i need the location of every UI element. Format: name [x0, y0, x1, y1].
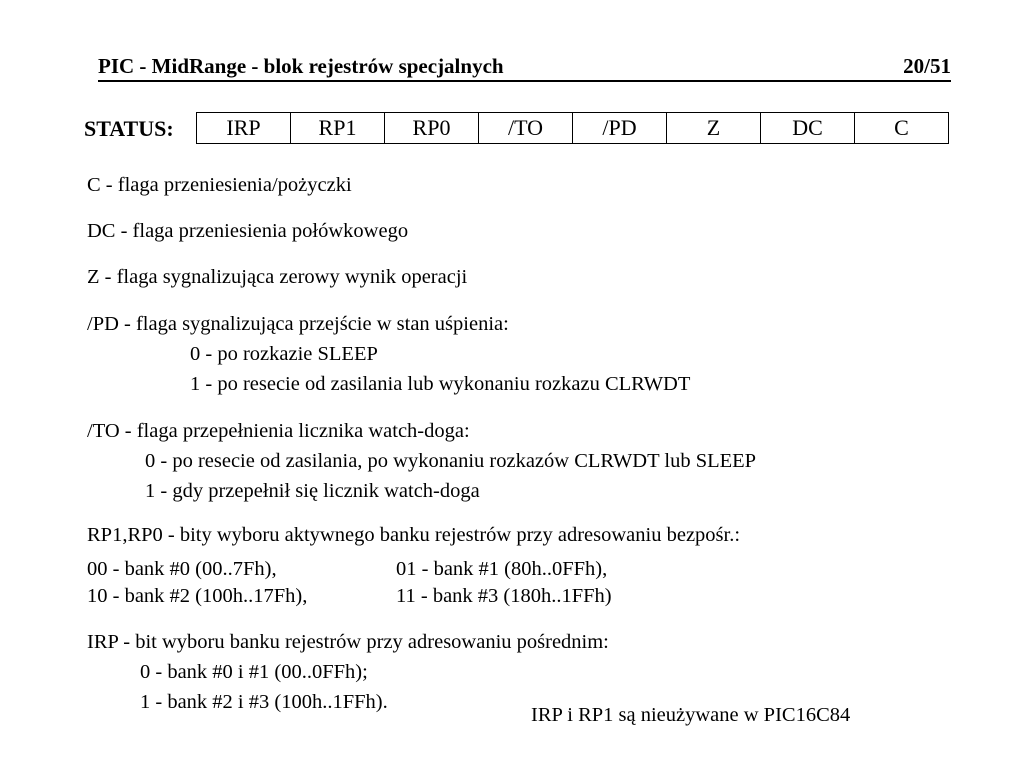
bit-cell-rp1: RP1	[291, 113, 385, 144]
status-register-row	[197, 113, 949, 144]
bit-cell-z: Z	[667, 113, 761, 144]
bit-cell-pd: /PD	[573, 113, 667, 144]
desc-to-item0: 0 - po resecie od zasilania, po wykonaniu rozkazów CLRWDT lub SLEEP	[145, 450, 757, 472]
desc-rp-bank00: 00 - bank #0 (00..7Fh),	[87, 558, 277, 580]
status-register-label: STATUS:	[84, 116, 174, 141]
desc-pd-item0: 0 - po rozkazie SLEEP	[190, 343, 378, 365]
desc-to-item1: 1 - gdy przepełnił się licznik watch-doga	[145, 480, 480, 502]
footnote: IRP i RP1 są nieużywane w PIC16C84	[531, 704, 851, 726]
bit-cell-c: C	[855, 113, 949, 144]
status-register-table	[196, 112, 949, 144]
desc-pd-item1: 1 - po resecie od zasilania lub wykonaniu rozkazu CLRWDT	[190, 373, 691, 395]
desc-dc: DC - flaga przeniesienia połówkowego	[87, 220, 409, 242]
desc-to-title: /TO - flaga przepełnienia licznika watch-doga:	[87, 420, 470, 442]
desc-rp-bank10: 10 - bank #2 (100h..17Fh),	[87, 585, 308, 607]
desc-rp-bank01: 01 - bank #1 (80h..0FFh),	[396, 558, 608, 580]
desc-rp-title: RP1,RP0 - bity wyboru aktywnego banku rejestrów przy adresowaniu bezpośr.:	[87, 524, 741, 546]
bit-cell-rp0: RP0	[385, 113, 479, 144]
desc-irp-title: IRP - bit wyboru banku rejestrów przy adresowaniu pośrednim:	[87, 631, 609, 653]
desc-z: Z - flaga sygnalizująca zerowy wynik operacji	[87, 266, 468, 288]
slide-header	[98, 52, 951, 82]
desc-irp-item1: 1 - bank #2 i #3 (100h..1FFh).	[140, 691, 388, 713]
desc-rp-bank11: 11 - bank #3 (180h..1FFh)	[396, 585, 612, 607]
desc-pd-title: /PD - flaga sygnalizująca przejście w stan uśpienia:	[87, 313, 509, 335]
bit-cell-irp: IRP	[197, 113, 291, 144]
desc-c: C - flaga przeniesienia/pożyczki	[87, 174, 352, 196]
slide-title: PIC - MidRange - blok rejestrów specjalnych	[98, 54, 504, 78]
bit-cell-dc: DC	[761, 113, 855, 144]
desc-irp-item0: 0 - bank #0 i #1 (00..0FFh);	[140, 661, 368, 683]
bit-cell-to: /TO	[479, 113, 573, 144]
page-number: 20/51	[903, 54, 951, 78]
